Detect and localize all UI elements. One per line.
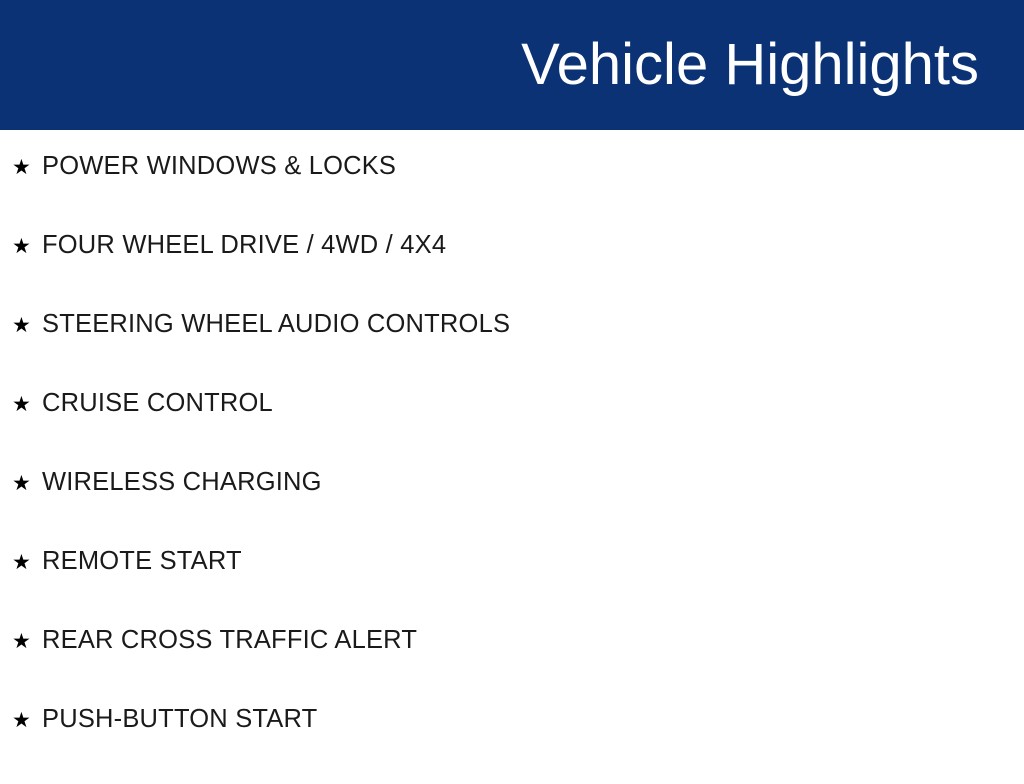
list-item <box>12 389 1024 468</box>
list-item-label: POWER WINDOWS & LOCKS <box>42 152 397 180</box>
star-bullet-icon: ★ <box>12 630 31 653</box>
list-item <box>12 468 1024 547</box>
star-bullet-icon: ★ <box>12 314 31 337</box>
star-bullet-icon: ★ <box>12 472 31 495</box>
feature-list <box>0 130 1024 784</box>
list-item-label: CRUISE CONTROL <box>42 389 273 417</box>
list-item-label: REAR CROSS TRAFFIC ALERT <box>42 626 418 654</box>
list-item-label: FOUR WHEEL DRIVE / 4WD / 4X4 <box>42 231 447 259</box>
list-item-label: PUSH-BUTTON START <box>42 705 318 733</box>
star-bullet-icon: ★ <box>12 235 31 258</box>
page-title: Vehicle Highlights <box>521 32 979 97</box>
star-bullet-icon: ★ <box>12 393 31 416</box>
list-item <box>12 231 1024 310</box>
star-bullet-icon: ★ <box>12 551 31 574</box>
list-item-label: STEERING WHEEL AUDIO CONTROLS <box>42 310 511 338</box>
star-bullet-icon: ★ <box>12 709 31 732</box>
list-item <box>12 152 1024 231</box>
list-item <box>12 547 1024 626</box>
list-item-label: REMOTE START <box>42 547 242 575</box>
slide-header-band <box>0 0 1024 130</box>
list-item <box>12 310 1024 389</box>
list-item <box>12 705 1024 784</box>
list-item <box>12 626 1024 705</box>
star-bullet-icon: ★ <box>12 156 31 179</box>
list-item-label: WIRELESS CHARGING <box>42 468 322 496</box>
